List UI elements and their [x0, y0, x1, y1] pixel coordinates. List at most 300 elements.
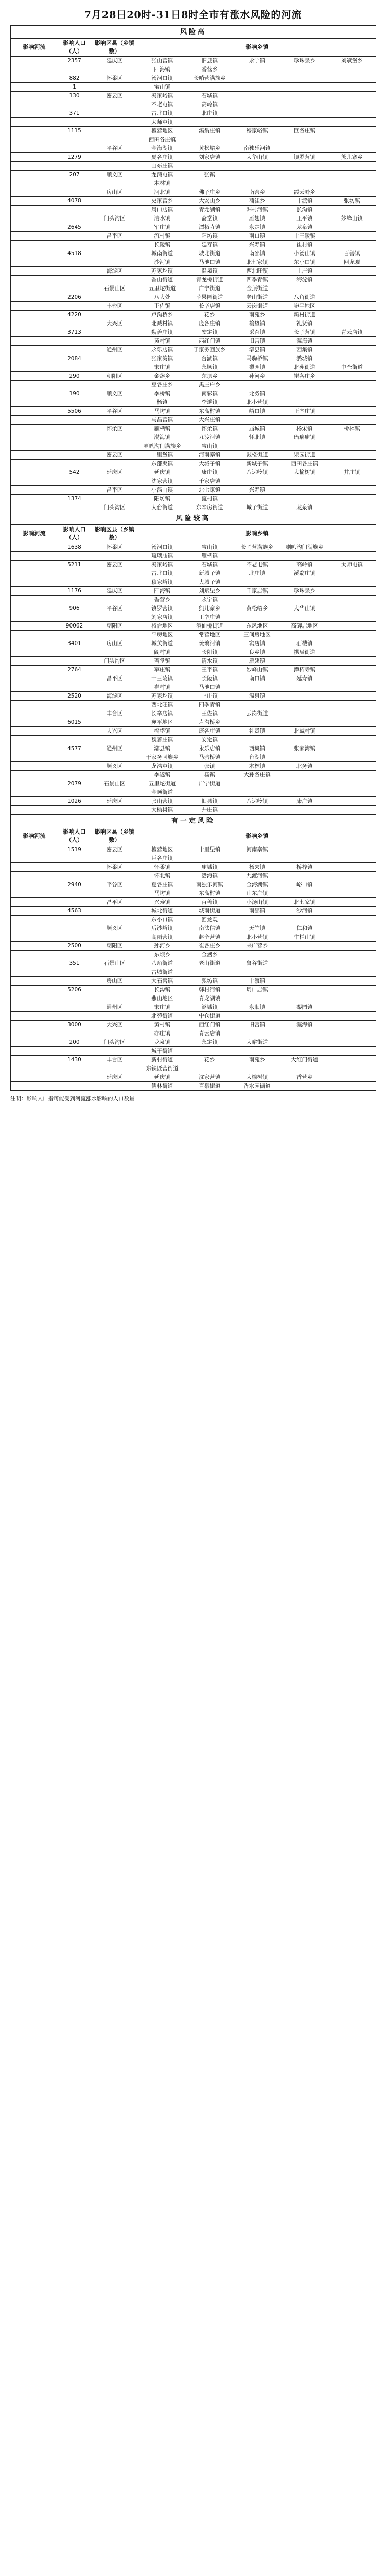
town-name: 峪口镇 — [296, 881, 313, 888]
district-cell: 石景山区 — [91, 284, 138, 293]
table-row — [11, 57, 376, 65]
towns-cell — [138, 951, 376, 959]
town-name: 千家店镇 — [246, 587, 268, 594]
town-name: 八达岭镇 — [246, 798, 268, 804]
town-name: 西红门镇 — [199, 337, 221, 344]
towns-cell — [138, 596, 376, 604]
towns-cell — [138, 907, 376, 916]
towns-cell — [138, 666, 376, 674]
towns-cell — [138, 127, 376, 135]
population-cell — [58, 477, 91, 486]
town-name: 琉璃庙镇 — [293, 434, 315, 440]
town-name: 夏各庄镇 — [151, 154, 173, 160]
towns-grid — [138, 1056, 376, 1064]
towns-grid — [138, 434, 376, 442]
town-name: 北臧村镇 — [151, 320, 173, 327]
section-row — [11, 26, 376, 39]
district-cell — [91, 736, 138, 744]
towns-grid — [138, 710, 376, 718]
population-cell: 2645 — [58, 223, 91, 232]
towns-cell — [138, 933, 376, 942]
town-name: 沈家营镇 — [151, 478, 173, 484]
table-row — [11, 762, 376, 771]
town-name: 周口店镇 — [246, 986, 268, 993]
risk-table — [10, 25, 376, 1091]
towns-grid — [138, 478, 376, 485]
town-name: 李桥镇 — [154, 390, 170, 397]
town-name: 渤海镇 — [154, 434, 170, 440]
population-cell: 290 — [58, 372, 91, 381]
table-row — [11, 214, 376, 223]
district-cell — [91, 249, 138, 258]
table-row — [11, 692, 376, 701]
river-cell — [11, 622, 58, 631]
towns-cell — [138, 363, 376, 372]
town-name: 北七家镇 — [199, 486, 221, 493]
towns-grid — [138, 789, 376, 796]
river-cell — [11, 442, 58, 451]
towns-cell — [138, 249, 376, 258]
population-cell: 6015 — [58, 718, 91, 727]
district-cell — [91, 118, 138, 127]
town-name: 穆家峪镇 — [151, 579, 173, 585]
district-cell: 石景山区 — [91, 959, 138, 968]
towns-cell — [138, 311, 376, 319]
population-cell — [58, 736, 91, 744]
table-row — [11, 118, 376, 127]
population-cell: 371 — [58, 109, 91, 118]
towns-grid — [138, 504, 376, 512]
town-name: 中仓街道 — [341, 364, 363, 370]
population-cell — [58, 863, 91, 872]
town-name: 龙泉镇 — [296, 224, 313, 230]
town-name: 高岭镇 — [296, 561, 313, 568]
town-name: 清水镇 — [154, 215, 170, 222]
district-cell: 顺义区 — [91, 389, 138, 398]
towns-cell — [138, 986, 376, 994]
population-cell — [58, 118, 91, 127]
district-cell: 密云区 — [91, 451, 138, 460]
towns-cell — [138, 622, 376, 631]
towns-grid — [138, 701, 376, 709]
town-name: 旧宫镇 — [249, 1021, 266, 1028]
towns-cell — [138, 1082, 376, 1091]
towns-grid — [138, 408, 376, 415]
table-row — [11, 753, 376, 762]
town-name: 于家务回族乡 — [193, 346, 226, 353]
towns-grid — [138, 1012, 376, 1020]
towns-grid — [138, 337, 376, 345]
towns-grid — [138, 951, 376, 959]
table-row — [11, 968, 376, 977]
town-name: 永宁镇 — [249, 57, 266, 64]
towns-cell — [138, 942, 376, 951]
town-name: 来广营乡 — [246, 942, 268, 949]
population-cell — [58, 977, 91, 986]
towns-cell — [138, 258, 376, 267]
population-cell: 1519 — [58, 845, 91, 854]
table-row — [11, 709, 376, 718]
table-row — [11, 924, 376, 933]
table-row — [11, 276, 376, 284]
district-cell — [91, 495, 138, 503]
table-row — [11, 223, 376, 232]
town-name: 潭柘寺镇 — [199, 224, 221, 230]
population-cell — [58, 179, 91, 188]
town-name: 南口镇 — [249, 232, 266, 239]
town-name: 古北口镇 — [151, 570, 173, 577]
towns-cell — [138, 433, 376, 442]
river-cell — [11, 788, 58, 797]
town-name: 燕山地区 — [151, 995, 173, 1002]
towns-grid — [138, 154, 376, 161]
table-row — [11, 771, 376, 779]
population-cell: 1 — [58, 83, 91, 92]
table-row — [11, 241, 376, 249]
town-name: 八达岭镇 — [246, 469, 268, 476]
towns-cell — [138, 337, 376, 346]
town-name: 长哨营满族乡 — [193, 75, 226, 81]
district-cell: 顺义区 — [91, 171, 138, 179]
section-title: 有一定风险 — [11, 815, 376, 827]
table-row — [11, 727, 376, 736]
table-row — [11, 354, 376, 363]
town-name: 西田各庄镇 — [148, 136, 176, 143]
town-name: 杨镇 — [204, 771, 215, 778]
town-name: 金盏乡 — [201, 951, 218, 958]
town-name: 东坝乡 — [201, 372, 218, 379]
towns-cell — [138, 197, 376, 206]
river-cell — [11, 451, 58, 460]
town-name: 天竺镇 — [249, 925, 266, 931]
table-row — [11, 232, 376, 241]
towns-grid — [138, 881, 376, 889]
district-cell: 延庆区 — [91, 587, 138, 596]
town-name: 南苑乡 — [249, 1056, 266, 1063]
table-row — [11, 604, 376, 613]
town-name: 大榆树镇 — [293, 469, 315, 476]
towns-grid — [138, 631, 376, 639]
table-row — [11, 977, 376, 986]
town-name: 赵全营镇 — [199, 934, 221, 940]
town-name: 庞各庄镇 — [199, 727, 221, 734]
population-cell — [58, 889, 91, 898]
table-row — [11, 674, 376, 683]
table-row — [11, 127, 376, 135]
table-row — [11, 863, 376, 872]
district-cell — [91, 109, 138, 118]
river-cell — [11, 346, 58, 354]
town-name: 黄村镇 — [154, 1021, 170, 1028]
town-name: 北庄镇 — [249, 570, 266, 577]
town-name: 北臧村镇 — [293, 727, 315, 734]
town-name: 十里堡镇 — [199, 846, 221, 853]
town-name: 长阳镇 — [201, 649, 218, 655]
district-cell: 延庆区 — [91, 57, 138, 65]
towns-grid — [138, 579, 376, 586]
district-cell — [91, 889, 138, 898]
table-row — [11, 959, 376, 968]
town-name: 榆垡镇 — [154, 727, 170, 734]
population-cell: 1176 — [58, 587, 91, 596]
river-cell — [11, 872, 58, 880]
town-name: 王辛庄镇 — [199, 614, 221, 620]
towns-grid — [138, 675, 376, 683]
towns-cell — [138, 328, 376, 337]
population-cell: 4078 — [58, 197, 91, 206]
river-cell — [11, 398, 58, 407]
towns-cell — [138, 214, 376, 223]
towns-grid — [138, 329, 376, 336]
town-name: 上庄镇 — [296, 267, 313, 274]
town-name: 大孙各庄镇 — [243, 771, 271, 778]
table-row — [11, 845, 376, 854]
population-cell — [58, 346, 91, 354]
district-cell — [91, 179, 138, 188]
district-cell — [91, 986, 138, 994]
table-row — [11, 451, 376, 460]
town-name: 拱辰街道 — [293, 649, 315, 655]
table-row — [11, 319, 376, 328]
population-cell — [58, 451, 91, 460]
population-cell: 2500 — [58, 942, 91, 951]
town-name: 雁翅镇 — [249, 215, 266, 222]
population-cell: 882 — [58, 74, 91, 83]
river-cell — [11, 916, 58, 924]
towns-cell — [138, 407, 376, 416]
town-name: 古城街道 — [151, 969, 173, 975]
town-name: 张坊镇 — [201, 977, 218, 984]
town-name: 马池口镇 — [199, 259, 221, 265]
town-name: 苏家坨镇 — [151, 267, 173, 274]
population-cell — [58, 1012, 91, 1021]
table-row — [11, 311, 376, 319]
town-name: 千家店镇 — [199, 478, 221, 484]
town-name: 新城子镇 — [246, 460, 268, 467]
table-row — [11, 561, 376, 569]
population-cell — [58, 232, 91, 241]
river-cell — [11, 381, 58, 389]
table-row — [11, 569, 376, 578]
district-cell: 丰台区 — [91, 709, 138, 718]
population-cell: 1638 — [58, 543, 91, 552]
district-cell — [91, 552, 138, 561]
town-name: 苹果园街道 — [196, 294, 223, 300]
header-river: 影响河流 — [11, 525, 58, 543]
towns-grid — [138, 986, 376, 994]
population-cell: 3000 — [58, 1021, 91, 1029]
population-cell — [58, 363, 91, 372]
district-cell — [91, 293, 138, 302]
town-name: 宋庄镇 — [154, 1004, 170, 1010]
table-row — [11, 657, 376, 666]
header-row — [11, 39, 376, 57]
river-cell — [11, 898, 58, 907]
town-name: 井庄镇 — [344, 469, 360, 476]
town-name: 梨园镇 — [296, 1004, 313, 1010]
towns-cell — [138, 977, 376, 986]
towns-grid — [138, 92, 376, 100]
table-row — [11, 718, 376, 727]
towns-grid — [138, 719, 376, 726]
district-cell: 顺义区 — [91, 762, 138, 771]
town-name: 回龙观 — [344, 259, 360, 265]
town-name: 宝山镇 — [201, 544, 218, 550]
towns-cell — [138, 845, 376, 854]
population-cell: 1279 — [58, 153, 91, 162]
river-cell — [11, 363, 58, 372]
towns-grid — [138, 806, 376, 814]
towns-cell — [138, 779, 376, 788]
header-river: 影响河流 — [11, 39, 58, 57]
town-name: 广宁街道 — [199, 285, 221, 292]
town-name: 城子街道 — [246, 504, 268, 511]
district-cell: 大兴区 — [91, 319, 138, 328]
towns-grid — [138, 83, 376, 91]
table-row — [11, 162, 376, 171]
river-cell — [11, 806, 58, 815]
towns-cell — [138, 486, 376, 495]
towns-grid — [138, 771, 376, 779]
river-cell — [11, 1056, 58, 1064]
towns-grid — [138, 267, 376, 275]
river-cell — [11, 425, 58, 433]
town-name: 西集镇 — [296, 346, 313, 353]
district-cell — [91, 398, 138, 407]
towns-cell — [138, 153, 376, 162]
town-name: 马坊镇 — [154, 890, 170, 896]
table-row — [11, 468, 376, 477]
town-name: 金海湖镇 — [151, 145, 173, 151]
district-cell — [91, 872, 138, 880]
river-cell — [11, 135, 58, 144]
header-district: 影响区县（乡镇数） — [91, 827, 138, 845]
district-cell: 昌平区 — [91, 674, 138, 683]
river-cell — [11, 744, 58, 753]
river-cell — [11, 736, 58, 744]
table-row — [11, 639, 376, 648]
district-cell: 通州区 — [91, 1003, 138, 1012]
town-name: 四海镇 — [154, 66, 170, 73]
towns-grid — [138, 969, 376, 976]
population-cell: 2940 — [58, 880, 91, 889]
district-cell: 海淀区 — [91, 692, 138, 701]
town-name: 东辛房街道 — [196, 504, 223, 511]
town-name: 延庆镇 — [154, 1074, 170, 1080]
town-name: 怀北镇 — [249, 434, 266, 440]
district-cell: 门头沟区 — [91, 657, 138, 666]
town-name: 安定镇 — [201, 736, 218, 743]
district-cell — [91, 788, 138, 797]
population-cell — [58, 1073, 91, 1082]
towns-cell — [138, 587, 376, 596]
population-cell — [58, 258, 91, 267]
town-name: 西集镇 — [249, 745, 266, 752]
district-cell — [91, 753, 138, 762]
town-name: 卢沟桥乡 — [199, 719, 221, 725]
town-name: 延寿镇 — [296, 675, 313, 682]
towns-cell — [138, 613, 376, 622]
district-cell: 昌平区 — [91, 486, 138, 495]
towns-cell — [138, 569, 376, 578]
town-name: 汤河口镇 — [151, 544, 173, 550]
town-name: 琉璃河镇 — [199, 640, 221, 647]
town-name: 不老屯镇 — [246, 561, 268, 568]
table-row — [11, 1038, 376, 1047]
town-name: 康庄镇 — [296, 798, 313, 804]
district-cell — [91, 276, 138, 284]
population-cell: 200 — [58, 1038, 91, 1047]
district-cell — [91, 854, 138, 863]
town-name: 沙河镇 — [154, 259, 170, 265]
table-row — [11, 74, 376, 83]
table-row — [11, 425, 376, 433]
town-name: 亦庄镇 — [154, 1030, 170, 1037]
towns-grid — [138, 110, 376, 117]
population-cell — [58, 460, 91, 468]
towns-cell — [138, 924, 376, 933]
river-cell — [11, 83, 58, 92]
table-row — [11, 933, 376, 942]
district-cell: 房山区 — [91, 188, 138, 197]
town-name: 河北镇 — [154, 189, 170, 195]
header-row — [11, 525, 376, 543]
table-row — [11, 346, 376, 354]
population-cell — [58, 762, 91, 771]
towns-cell — [138, 451, 376, 460]
towns-grid — [138, 320, 376, 328]
town-name: 斋堂镇 — [154, 657, 170, 664]
town-name: 桥梓镇 — [344, 425, 360, 432]
population-cell — [58, 1047, 91, 1056]
table-row — [11, 543, 376, 552]
table-row — [11, 433, 376, 442]
towns-grid — [138, 215, 376, 223]
towns-cell — [138, 744, 376, 753]
population-cell: 4220 — [58, 311, 91, 319]
towns-cell — [138, 898, 376, 907]
population-cell: 190 — [58, 389, 91, 398]
population-cell — [58, 65, 91, 74]
town-name: 金顶街道 — [151, 789, 173, 795]
towns-cell — [138, 284, 376, 293]
towns-grid — [138, 899, 376, 906]
towns-cell — [138, 854, 376, 863]
population-cell — [58, 503, 91, 512]
towns-grid — [138, 302, 376, 310]
district-cell — [91, 162, 138, 171]
town-name: 旧宫镇 — [249, 337, 266, 344]
district-cell: 昌平区 — [91, 232, 138, 241]
district-cell — [91, 311, 138, 319]
towns-grid — [138, 136, 376, 144]
towns-grid — [138, 1065, 376, 1073]
district-cell — [91, 994, 138, 1003]
table-row — [11, 206, 376, 214]
river-cell — [11, 569, 58, 578]
district-cell — [91, 416, 138, 425]
towns-cell — [138, 968, 376, 977]
towns-cell — [138, 241, 376, 249]
town-name: 东坝乡 — [154, 951, 170, 958]
town-name: 峪口镇 — [249, 408, 266, 414]
town-name: 旧县镇 — [201, 57, 218, 64]
population-cell: 4563 — [58, 907, 91, 916]
town-name: 西北旺镇 — [246, 267, 268, 274]
table-row — [11, 951, 376, 959]
town-name: 霞云岭乡 — [293, 189, 315, 195]
district-cell — [91, 1012, 138, 1021]
